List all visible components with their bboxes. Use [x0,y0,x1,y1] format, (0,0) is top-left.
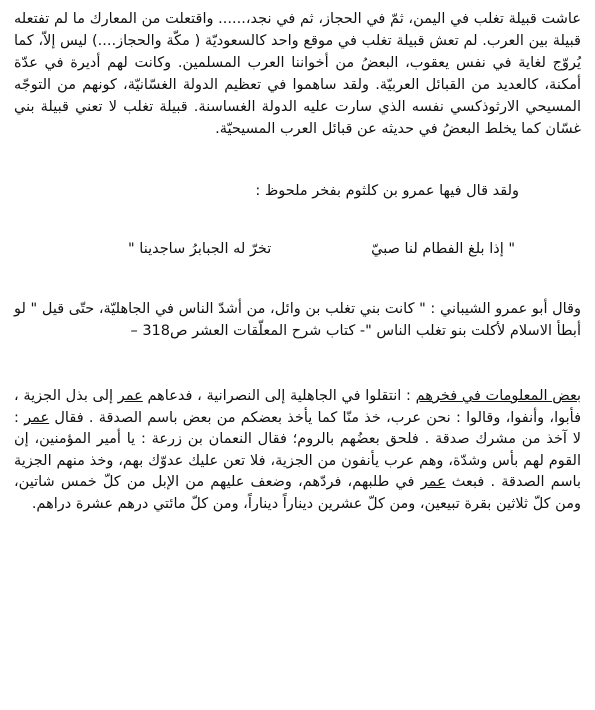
section-heading: بعض المعلومات في فخرهم [415,388,581,404]
text-segment: فدعاهم [142,388,198,404]
omar-name: عمر [420,474,446,490]
omar-name: عمر [24,409,50,426]
paragraph-pride-info [14,386,581,515]
heading-continuation: : انتقلوا في الجاهلية إلى النصرانية ، [197,388,416,404]
verse-introduction: ولقد قال فيها عمرو بن كلثوم بفخر ملحوظ : [255,183,519,199]
verse-second-hemistich: تخرّ له الجبابرُ ساجدينا " [128,241,272,257]
poem-verse [14,238,581,260]
paragraph-shaybani-quote: وقال أبو عمرو الشيباني : " كانت بني تغلب بن وائل، من أشدّ الناس في الجاهليّة، حتّى قيل " لو أبطأ الاسلام لأكلت بنو تغلب الناس "- كتاب شرح المعلّقات العشر ص318 – [14,301,581,339]
text-segment: : لا آخذ من مشرك صدقة . فلحق بعضُهم بالروم؛ فقال النعمان بن زرعة : يا أمير المؤمنين، إن القوم لهم بأس وشدّة، وهم عرب يأنفون من الجزية، فلا تعن عليك عدوّك بهم، وخذ منهم الجزية باسم الصدقة . فبعث [14,409,581,490]
omar-name: عمر [117,388,143,404]
text-segment: إلى بذل الجزية ، فأبوا، وأنفوا، وقالوا : نحن عرب، خذ منّا كما يأخذ بعضكم من بعض باسم الصدقة . فقال [14,388,582,426]
text-segment: في طلبهم، فردّهم، وضعف عليهم من الإبل من كلّ خمس شاتين، ومن كلّ ثلاثين بقرة تبيعين، ومن كلّ عشرين ديناراً ديناراً، ومن كلّ مائتي درهم عشرة دراهم. [14,474,581,512]
verse-first-hemistich: " إذا بلغ الفطام لنا صبيّ [371,241,515,257]
paragraph-tribe-history: عاشت قبيلة تغلب في اليمن، ثمّ في الحجاز، ثم في نجد،...... واقتعلت من المعارك ما لم تفتعله قبيلة بين العرب. لم تعش قبيلة تغلب في موقع واحد كالسعوديّة ( مكّة والحجاز....) ليس إلاّ، كما يُروّج لغاية في نفس يعقوب، البعضُ من أخواننا العرب المسلمين. وكانت لهم أديرة في عدّة أمكنة، كالعديد من القبائل العربيّة. ولقد ساهموا في تعظيم الدولة الغسّانيّة، كونهم من التوجّه المسيحي الارثوذكسي نفسه الذي سارت عليه الدولة الغساسنة. قبيلة تغلب لا تعني قبيلة بني غسّان كما يخلط البعضُ في حديثه عن قبائل العرب المسيحيّة. [14,11,581,137]
